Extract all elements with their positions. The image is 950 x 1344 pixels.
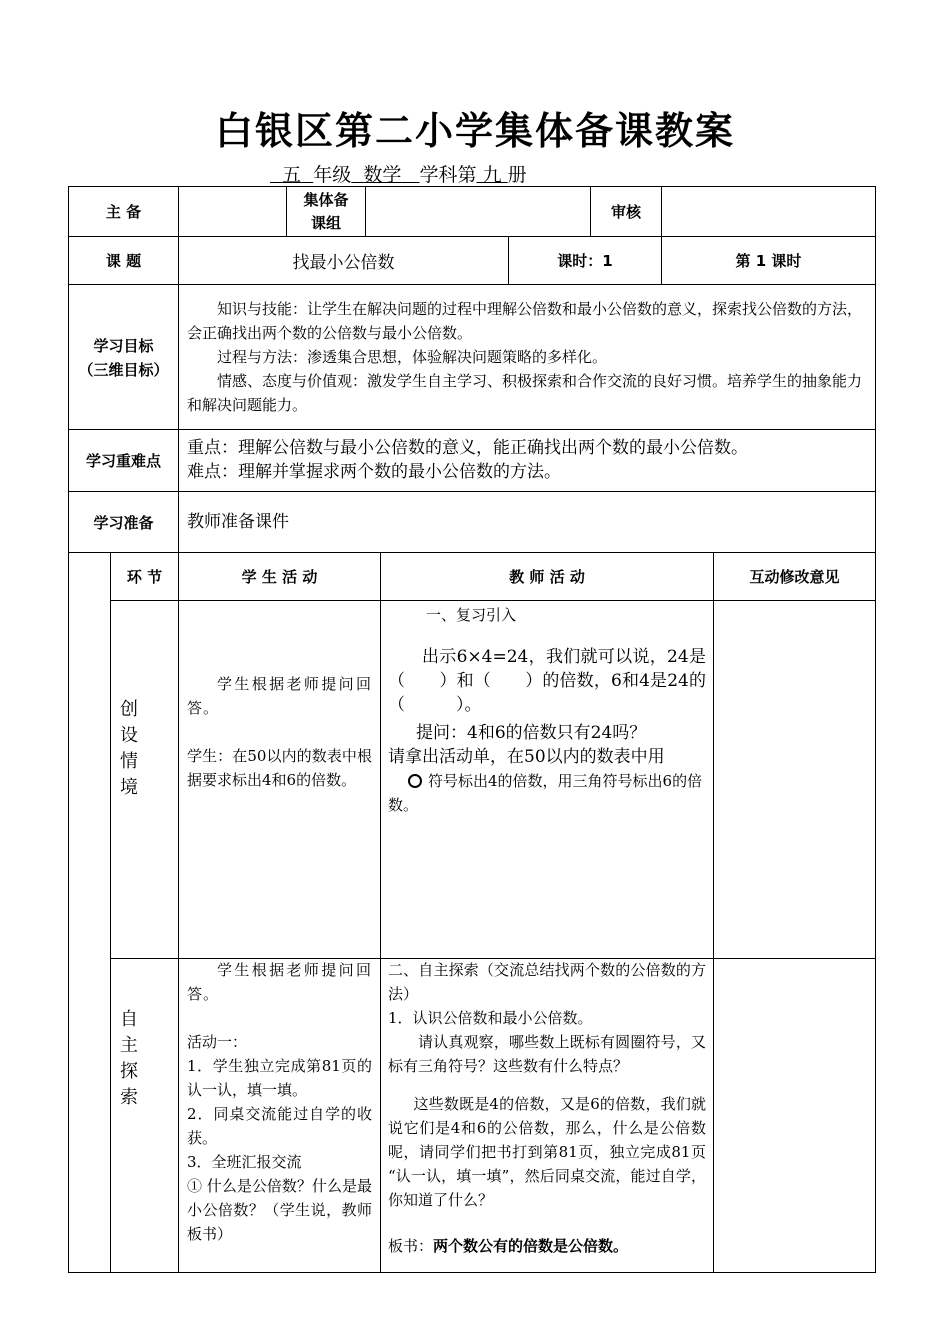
keypoints-content bbox=[187, 436, 867, 484]
review-label: 审核 bbox=[610, 203, 641, 221]
lead-value bbox=[179, 187, 286, 236]
stage2-student-step3: 3．全班汇报交流 bbox=[187, 1153, 302, 1171]
group-value bbox=[366, 187, 590, 236]
header-feedback: 互动修改意见 bbox=[749, 568, 840, 586]
stage1-teacher-symbols: 符号标出4的倍数，用三角符号标出6的倍数。 bbox=[388, 772, 703, 814]
topic-label: 课 题 bbox=[105, 252, 142, 270]
prep-label: 学习准备 bbox=[93, 513, 154, 532]
stage2-board bbox=[388, 1234, 706, 1258]
stage1-teacher-intro: 出示6×4=24，我们就可以说，24是（ ）和（ ）的倍数，6和4是24的（ ）。 bbox=[388, 647, 706, 715]
session-label: 第 1 课时 bbox=[735, 252, 802, 270]
stage1-teacher-question: 提问：4和6的倍数只有24吗？ bbox=[416, 723, 647, 743]
stage2-teacher-observe: 请认真观察，哪些数上既标有圆圈符号，又标有三角符号？这些数有什么特点？ bbox=[388, 1033, 706, 1075]
circle-icon bbox=[408, 774, 422, 788]
stage2-teacher-explain: 这些数既是4的倍数，又是6的倍数，我们就说它们是4和6的公倍数，那么，什么是公倍数呢，请同学们把书打到第81页，独立完成81页 “认一认，填一填”，然后同桌交流，能过自学，你知道了什么？ bbox=[388, 1095, 706, 1209]
stage2-student-intro: 学生根据老师提问回答。 bbox=[187, 961, 372, 1003]
stage1-teacher-task: 请拿出活动单，在50以内的数表中用 bbox=[388, 747, 665, 767]
grade-suffix: 年级 bbox=[313, 164, 352, 186]
goals-label-line1: 学习目标 bbox=[93, 337, 154, 355]
document-title: 白银区第二小学集体备课教案 bbox=[214, 109, 735, 153]
board-label: 板书： bbox=[388, 1237, 434, 1255]
stage1-teacher bbox=[388, 603, 706, 817]
stage1-teacher-heading: 一、复习引入 bbox=[426, 606, 517, 624]
header-stage: 环 节 bbox=[126, 568, 163, 586]
stage2-teacher-heading: 二、自主探索（交流总结找两个数的公倍数的方法） bbox=[388, 961, 706, 1003]
keypoints-label: 学习重难点 bbox=[85, 452, 161, 470]
group-label bbox=[287, 189, 365, 236]
subtitle bbox=[270, 160, 527, 187]
hours-label: 课时：1 bbox=[557, 252, 613, 270]
stage1-name: 创 设 情 境 bbox=[120, 699, 138, 798]
stage1-student-answer: 学生根据老师提问回答。 bbox=[187, 675, 372, 717]
grade-value: 五 bbox=[282, 164, 302, 186]
stage2-student bbox=[187, 958, 372, 1246]
stage2-student-step2: 2．同桌交流能过自学的收获。 bbox=[187, 1105, 372, 1147]
goal-process: 过程与方法：渗透集合思想，体验解决问题策略的多样化。 bbox=[217, 348, 608, 366]
review-value bbox=[662, 187, 875, 236]
goal-attitude: 情感、态度与价值观：激发学生自主学习、积极探索和合作交流的良好习惯。培养学生的抽象能力和解决问题能力。 bbox=[187, 372, 863, 414]
stage2-student-activity: 活动一： bbox=[187, 1033, 248, 1051]
stage2-student-step1: 1．学生独立完成第81页的认一认，填一填。 bbox=[187, 1057, 372, 1099]
stage2-teacher bbox=[388, 958, 706, 1258]
stage2-teacher-point1: 1．认识公倍数和最小公倍数。 bbox=[388, 1009, 593, 1027]
lead-label: 主 备 bbox=[105, 203, 142, 221]
stage2-student-step4: ① 什么是公倍数？什么是最小公倍数？（学生说，教师板书） bbox=[187, 1177, 372, 1243]
volume-suffix: 册 bbox=[507, 164, 527, 186]
goals-label bbox=[69, 334, 178, 382]
subject-suffix: 学科第 bbox=[419, 164, 477, 186]
goals-content bbox=[187, 297, 867, 417]
goal-knowledge: 知识与技能：让学生在解决问题的过程中理解公倍数和最小公倍数的意义，探索找公倍数的方法，会正确找出两个数的公倍数与最小公倍数。 bbox=[187, 300, 863, 342]
keypoint-difficulty: 难点：理解并掌握求两个数的最小公倍数的方法。 bbox=[187, 462, 561, 482]
keypoint-focus: 重点：理解公倍数与最小公倍数的意义，能正确找出两个数的最小公倍数。 bbox=[187, 438, 748, 458]
group-label-line1: 集体备 bbox=[303, 191, 349, 209]
header-teacher: 教 师 活 动 bbox=[509, 568, 585, 586]
stage2-name: 自 主 探 索 bbox=[120, 1009, 138, 1108]
stage1-student bbox=[187, 672, 372, 792]
goals-label-line2: （三维目标） bbox=[78, 361, 169, 379]
subject-value: 数学 bbox=[363, 164, 402, 186]
group-label-line2: 课组 bbox=[310, 214, 341, 232]
topic-value: 找最小公倍数 bbox=[292, 253, 395, 273]
prep-value: 教师准备课件 bbox=[187, 512, 289, 532]
header-student: 学 生 活 动 bbox=[241, 568, 318, 586]
stage1-student-task: 学生：在50以内的数表中根据要求标出4和6的倍数。 bbox=[187, 747, 372, 789]
board-text: 两个数公有的倍数是公倍数。 bbox=[433, 1237, 629, 1255]
volume-value: 九 bbox=[482, 164, 502, 186]
